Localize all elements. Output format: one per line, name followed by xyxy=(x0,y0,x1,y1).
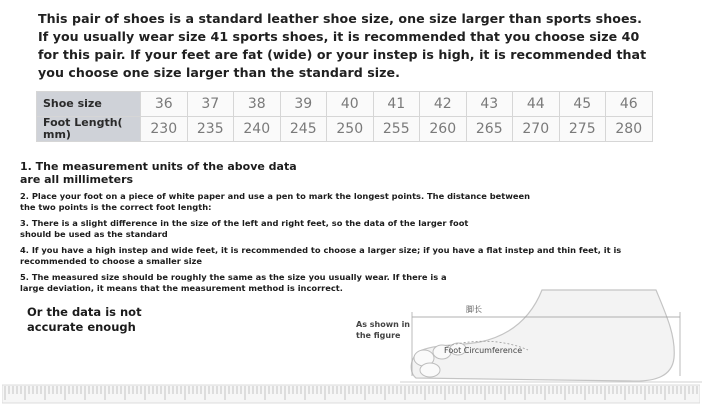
toe-shape xyxy=(420,363,440,377)
size-cell: 44 xyxy=(513,92,560,117)
shown-in-figure-label: As shown in the figure xyxy=(356,320,410,340)
length-cell: 270 xyxy=(513,117,560,142)
foot-circumference-label: Foot Circumference xyxy=(444,346,523,355)
length-cell: 250 xyxy=(327,117,374,142)
size-cell: 38 xyxy=(234,92,281,117)
size-cell: 43 xyxy=(466,92,513,117)
size-cell: 40 xyxy=(327,92,374,117)
foot-outline xyxy=(411,290,674,381)
size-cell: 39 xyxy=(280,92,327,117)
measuring-ruler xyxy=(2,384,700,404)
shoe-size-header: Shoe size xyxy=(37,92,141,117)
note-how-to-measure: 2. Place your foot on a piece of white paper and use a pen to mark the longest points. The distance between the two points is the correct foot length: xyxy=(20,191,531,212)
length-cell: 280 xyxy=(606,117,653,142)
length-cell: 260 xyxy=(420,117,467,142)
ruler-body xyxy=(2,385,700,403)
size-cell: 36 xyxy=(141,92,188,117)
size-chart-table xyxy=(36,91,653,142)
length-cell: 240 xyxy=(234,117,281,142)
note-deviation: 5. The measured size should be roughly the same as the size you usually wear. If there is a large deviation, it means that the measurement method is incorrect. xyxy=(20,272,447,293)
measurement-notes xyxy=(20,160,640,294)
intro-paragraph: This pair of shoes is a standard leather shoe size, one size larger than sports shoes. If you usually wear size 41 sports shoes, it is recommended that you choose size 40 for this pair. If your feet are fat (wide) or your instep is high, it is recommended that you choose one size larger than the standard size. xyxy=(38,11,647,80)
size-cell: 45 xyxy=(559,92,606,117)
note-inaccurate: Or the data is not accurate enough xyxy=(27,305,142,334)
size-cell: 46 xyxy=(606,92,653,117)
note-units: 1. The measurement units of the above data are all millimeters xyxy=(20,160,297,186)
length-cell: 235 xyxy=(187,117,234,142)
size-cell: 41 xyxy=(373,92,420,117)
foot-length-header: Foot Length( mm) xyxy=(37,117,141,142)
note-instep: 4. If you have a high instep and wide feet, it is recommended to choose a larger size; if you have a flat instep and thin feet, it is recommended to choose a smaller size xyxy=(20,245,622,266)
length-cell: 245 xyxy=(280,117,327,142)
shoe-size-row xyxy=(37,92,653,117)
length-cell: 230 xyxy=(141,117,188,142)
foot-length-row xyxy=(37,117,653,142)
length-cell: 265 xyxy=(466,117,513,142)
size-cell: 37 xyxy=(187,92,234,117)
length-cell: 275 xyxy=(559,117,606,142)
foot-length-label: 脚长 xyxy=(466,305,482,314)
length-cell: 255 xyxy=(373,117,420,142)
size-cell: 42 xyxy=(420,92,467,117)
note-larger-foot: 3. There is a slight difference in the size of the left and right feet, so the data of the larger foot should be used as the standard xyxy=(20,218,469,239)
